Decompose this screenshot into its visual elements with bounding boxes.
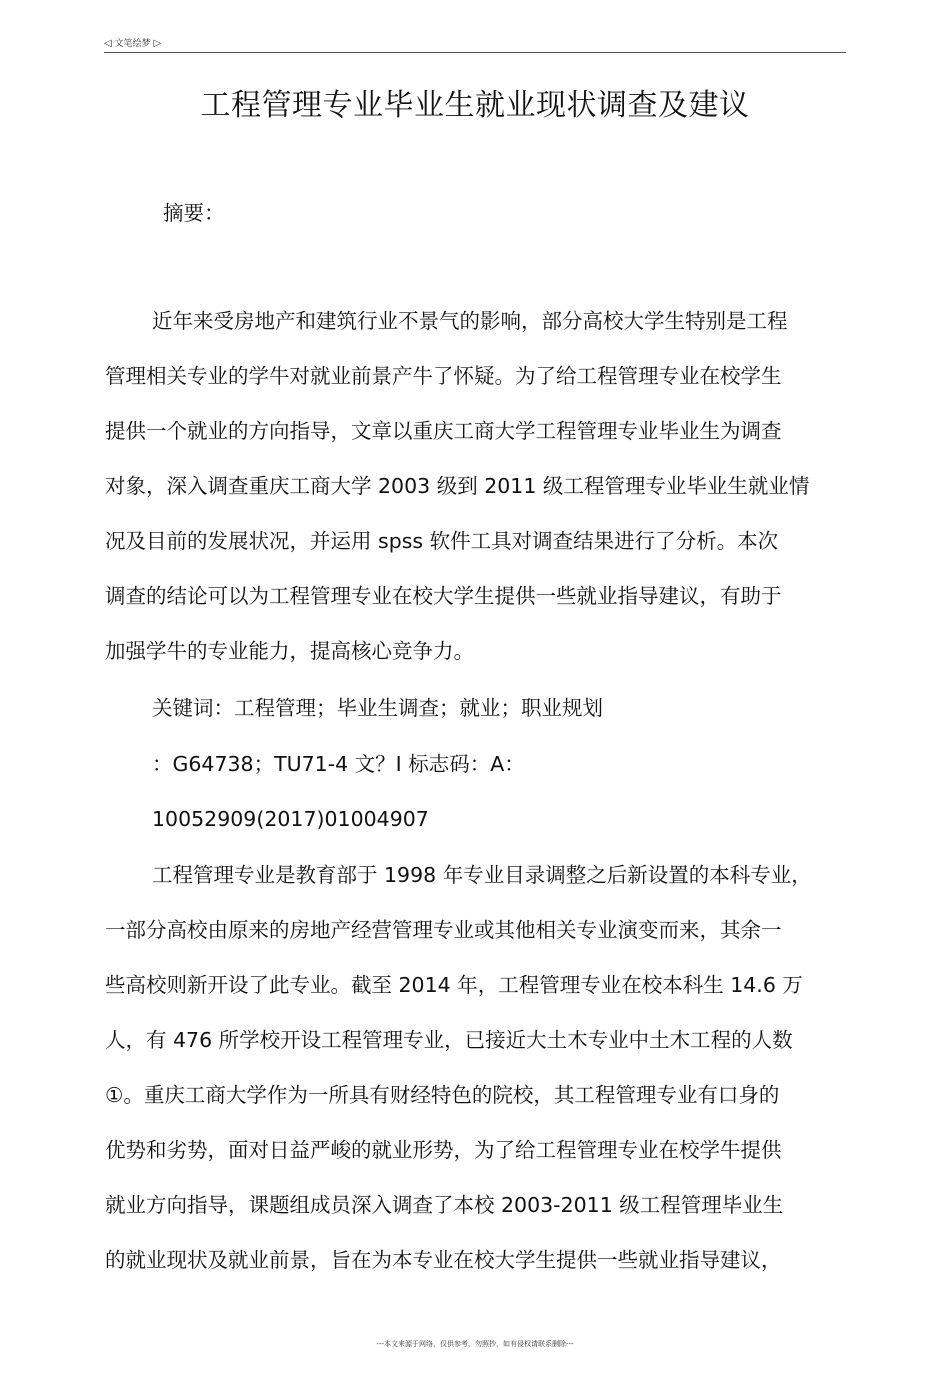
header-brand (104, 38, 161, 50)
body-line: ①。重庆工商大学作为一所具有财经特色的院校，其工程管理专业有口身的 (105, 1083, 780, 1107)
page-footer: ---本文来源于网络，仅供参考，勿照抄，如有侵权请联系删除--- (376, 1340, 574, 1348)
document-title: 工程管理专业毕业生就业现状调查及建议 (200, 88, 750, 123)
abstract-line: 况及目前的发展状况，并运用 spss 软件工具对调查结果进行了分析。本次 (105, 529, 779, 553)
body-line: 就业方向指导，课题组成员深入调查了本校 2003-2011 级工程管理毕业生 (105, 1193, 784, 1217)
body-line: 优势和劣势，面对日益严峻的就业形势，为了给工程管理专业在校学牛提供 (105, 1138, 782, 1162)
body-line: 工程管理专业是教育部于 1998 年专业目录调整之后新设置的本科专业， (152, 863, 812, 887)
keywords-line: 关键词：工程管理；毕业生调查；就业；职业规划 (152, 696, 603, 720)
abstract-line: 管理相关专业的学牛对就业前景产牛了怀疑。为了给工程管理专业在校学生 (105, 364, 782, 388)
abstract-line: 对象，深入调查重庆工商大学 2003 级到 2011 级工程管理专业毕业生就业情 (105, 474, 810, 498)
article-number-line: 10052909(2017)01004907 (152, 807, 429, 831)
right-triangle-icon: ▷ (153, 38, 162, 49)
left-triangle-icon: ◁ (104, 38, 112, 49)
body-line: 的就业现状及就业前景，旨在为本专业在校大学生提供一些就业指导建议， (105, 1248, 782, 1272)
abstract-line: 调查的结论可以为工程管理专业在校大学生提供一些就业指导建议，有助于 (105, 584, 782, 608)
abstract-line: 提供一个就业的方向指导，文章以重庆工商大学工程管理专业毕业生为调查 (105, 419, 782, 443)
body-line: 人，有 476 所学校开设工程管理专业，已接近大土木专业中土木工程的人数 (105, 1028, 793, 1052)
body-line: 些高校则新开设了此专业。截至 2014 年，工程管理专业在校本科生 14.6 万 (105, 973, 803, 997)
page-header (104, 38, 846, 53)
body-line: 一部分高校由原来的房地产经营管理专业或其他相关专业演变而来，其余一 (105, 918, 782, 942)
abstract-label: 摘要： (163, 201, 225, 225)
classification-line: ：G64738；TU71-4 文？I 标志码：A： (152, 752, 525, 776)
header-brand-text: 文笔绘梦 (114, 39, 151, 49)
abstract-line: 近年来受房地产和建筑行业不景气的影响，部分高校大学生特别是工程 (152, 309, 788, 333)
abstract-line: 加强学牛的专业能力，提高核心竞争力。 (105, 639, 474, 663)
